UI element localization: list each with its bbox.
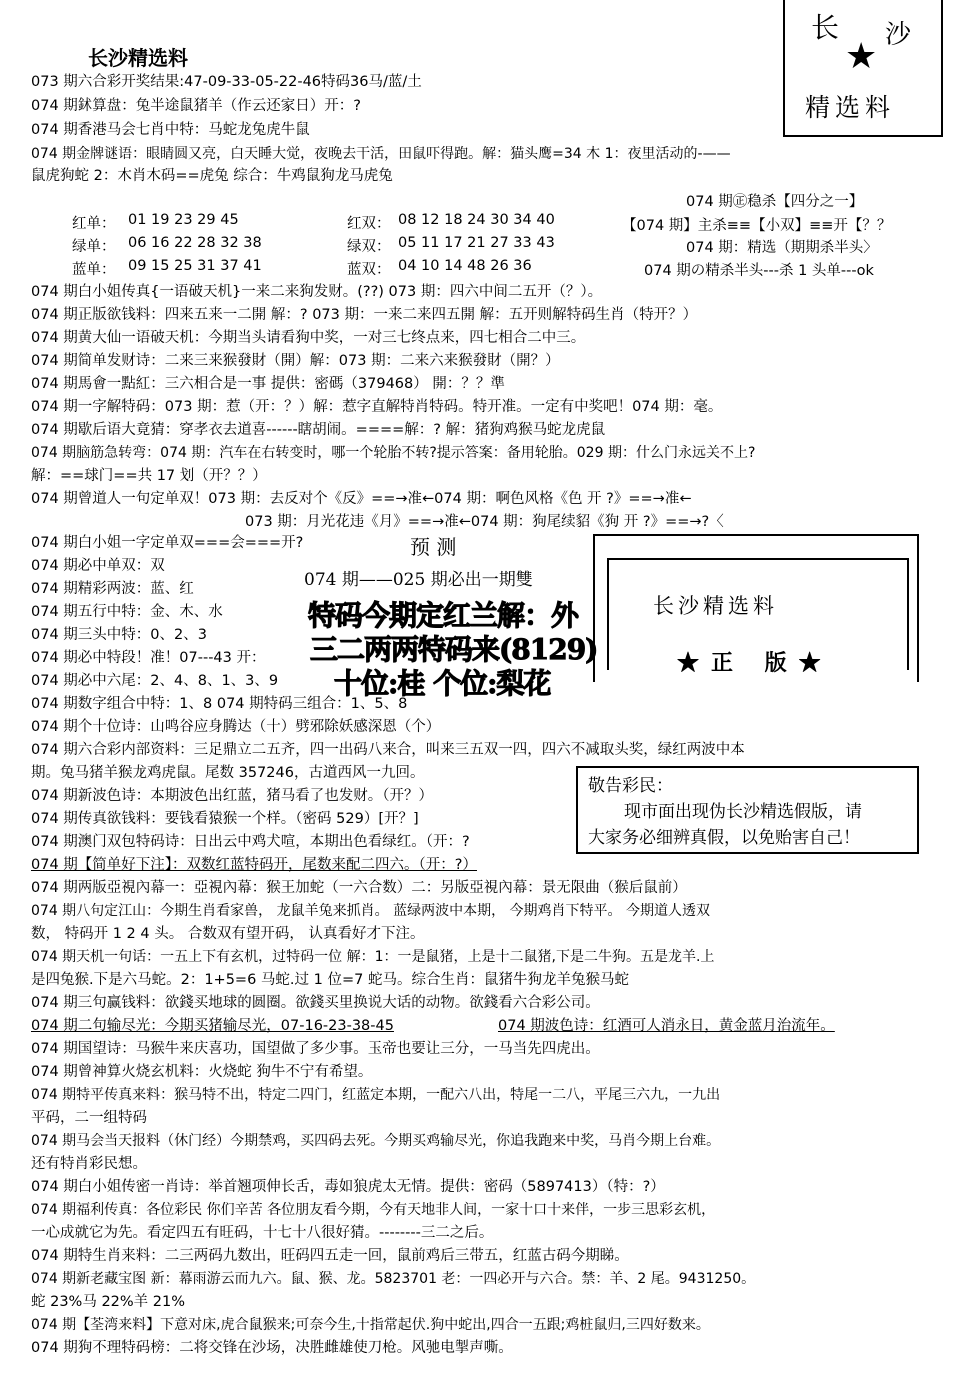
star-icon: ★ bbox=[845, 36, 878, 77]
text-line: 数， 特码开 1 2 4 头。 合数双有望开码， 认真看好才下注。 bbox=[31, 926, 425, 942]
text-line: 074 期简单发财诗：二来三来猴發財（開）解：073 期：二来六来猴發財（開？） bbox=[31, 353, 560, 369]
text-line: 期。兔马猪羊猴龙鸡虎鼠。尾数 357246，古道西风一九回。 bbox=[31, 765, 425, 781]
text-line: 074 期福利传真：各位彩民 你们辛苦 各位朋友看今期，今有天地非人间，一家十口十来伴，一步三思彩玄机， bbox=[31, 1202, 716, 1218]
text-line: 074 期鉥算盘：兔半途鼠猪羊（作云还家日）开：? bbox=[31, 98, 361, 114]
text-line: 074 期新老藏宝图 新：幕雨游云而九六。鼠、猴、龙。5823701 老：一四必开与六合。禁：羊、2 尾。9431250。 bbox=[31, 1271, 756, 1287]
text-line: 074 期特平传真来料：猴马特不出，特定二四门，红蓝定本期，一配六八出，特尾一二八，平尾三六九，一九出 bbox=[31, 1087, 721, 1103]
text-line: 一心成就它为先。看定四五有旺码，十七十八很好猜。--------三二之后。 bbox=[31, 1225, 494, 1241]
text-line: 074 期金牌谜语：眼睛圆又亮，白天睡大觉，夜晚去干活，田鼠吓得跑。解：猫头鹰=34 木 1：夜里活动的-—— bbox=[31, 146, 731, 162]
text-line: 074 期必中特段！准！07---43 开： bbox=[31, 650, 266, 666]
text-line: 074 期馬會一點紅：三六相合是一事 提供：密碼（379468） 開：？？準 bbox=[31, 376, 505, 392]
text-line: 074 期【荃湾来料】下意对床,虎合鼠猴来;可奈今生,十指常起伏.狗中蛇出,四合一五跟;鸡桩鼠归,三四好数来。 bbox=[31, 1317, 710, 1333]
color-nums: 05 11 17 21 27 33 43 bbox=[398, 235, 555, 251]
text-line: 074 期个十位诗：山鸣谷应身腾达（十）劈邪除妖感深恩（个） bbox=[31, 719, 441, 735]
text-line: 074 期二句输尽光：今期买猪输尽光，07-16-23-38-45 bbox=[31, 1018, 394, 1034]
logo-stamp bbox=[783, 0, 943, 137]
text-line: 074 期白小姐传真{一语破天机}一来二来狗发财。(??) 073 期：四六中间二五开（？）。 bbox=[31, 284, 603, 300]
color-label: 绿双： bbox=[347, 239, 391, 255]
text-line: 074 期必中六尾：2、4、8、1、3、9 bbox=[31, 673, 279, 689]
text-line: 鼠虎狗蛇 2：木肖木码==虎兔 综合：牛鸡鼠狗龙马虎兔 bbox=[31, 168, 393, 184]
right-line: 074 期の精杀半头---杀 1 头单---ok bbox=[644, 263, 874, 279]
right-line: 074 期：精选（期期杀半头〉 bbox=[686, 240, 878, 256]
frame-genuine: ★正 版★ bbox=[677, 650, 833, 676]
predict-big-3: 十位:桂 个位:梨花 bbox=[334, 667, 551, 700]
text-line: 074 期狗不理特码榜：二将交锋在沙场，决胜雌雄使刀枪。风驰电掣声嘶。 bbox=[31, 1340, 513, 1356]
text-line: 074 期数字组合中特：1、8 074 期特码三组合：1、5、8 bbox=[31, 696, 408, 712]
predict-sub: 074 期——025 期必出一期雙 bbox=[304, 570, 533, 590]
text-line: 平码，二一组特码 bbox=[31, 1110, 147, 1126]
color-nums: 04 10 14 48 26 36 bbox=[398, 258, 532, 274]
text-line: 074 期香港马会七肖中特：马蛇龙兔虎牛鼠 bbox=[31, 122, 310, 138]
text-line: 073 期：月光花违《月》==→准←074 期：狗尾续貂《狗 开 ?》==→?〈 bbox=[245, 514, 724, 530]
text-line: 074 期波色诗：红酒可人消永日，黄金蓝月治流年。 bbox=[498, 1018, 835, 1034]
text-line: 074 期白小姐传密一肖诗：举首翘项伸长舌，毒如狼虎太无情。提供：密码（5897413）（特：?） bbox=[31, 1179, 665, 1195]
text-line: 074 期国望诗：马猴牛来庆喜功，国望做了多少事。玉帝也要让三分，一马当先四虎出。 bbox=[31, 1041, 600, 1057]
predict-big-2: 三二两两特码来(8129) bbox=[310, 633, 598, 666]
stamp-jingxuanliao: 精选料 bbox=[805, 93, 896, 122]
text-line: 074 期曾道人一句定单双！073 期：去反对个《反》==→准←074 期：啊色风格《色 开 ?》==→准← bbox=[31, 491, 692, 507]
notice-box bbox=[576, 766, 919, 854]
text-line: 074 期五行中特：金、木、水 bbox=[31, 604, 223, 620]
color-label: 蓝双： bbox=[347, 262, 391, 278]
text-line: 蛇 23%马 22%羊 21% bbox=[31, 1294, 186, 1310]
predict-big-1: 特码今期定红兰解：外 bbox=[308, 599, 579, 632]
text-line: 074 期八句定江山：今期生肖看家兽， 龙鼠羊兔来抓肖。 蓝绿两波中本期， 今期鸡肖下特平。 今期道人透双 bbox=[31, 903, 710, 919]
right-line: 【074 期】主杀≡≡【小双】≡≡开【？？ bbox=[622, 218, 892, 234]
predict-title: 预 测 bbox=[410, 535, 457, 559]
stamp-sha: 沙 bbox=[885, 20, 912, 50]
text-line: 074 期【简单好下注】：双数红蓝特码开，尾数来配二四六。（开：?） bbox=[31, 857, 477, 873]
text-line: 074 期必中单双：双 bbox=[31, 558, 165, 574]
text-line: 074 期曾神算火烧玄机料：火烧蛇 狗牛不宁有希望。 bbox=[31, 1064, 373, 1080]
text-line: 074 期两版亞視內幕一：亞視內幕：猴王加蛇（一六合数）二：另版亞視內幕：景无限曲（猴后鼠前） bbox=[31, 880, 687, 896]
color-nums: 09 15 25 31 37 41 bbox=[128, 258, 262, 274]
text-line: 074 期正版欲钱料：四来五来一二開 解：? 073 期：一来二来四五開 解：五开则解特码生肖（特开？） bbox=[31, 307, 698, 323]
color-label: 红双： bbox=[347, 216, 391, 232]
text-line: 074 期黄大仙一语破天机：今期当头请看狗中奖，一对三七终点来，四七相合二中三。 bbox=[31, 330, 586, 346]
color-nums: 06 16 22 28 32 38 bbox=[128, 235, 262, 251]
color-label: 红单： bbox=[72, 216, 116, 232]
text-line: 074 期天机一句话：一五上下有玄机，过特码一位 解：1：一是鼠猪，上是十二鼠猪,下是二牛狗。五是龙羊.上 bbox=[31, 949, 715, 965]
frame-title: 长沙精选料 bbox=[653, 594, 778, 618]
text-line: 074 期精彩两波：蓝、红 bbox=[31, 581, 194, 597]
genuine-frame bbox=[593, 534, 919, 682]
text-line: 074 期澳门双包特码诗：日出云中鸡犬喧，本期出色看绿红。（开：? bbox=[31, 834, 470, 850]
text-line: 074 期马会当天报料（休门经）今期禁鸡，买四码去死。今期买鸡输尽光，你追我跑来中奖，马肖今期上台难。 bbox=[31, 1133, 721, 1149]
right-line: 074 期㊣稳杀【四分之一】 bbox=[686, 194, 864, 210]
text-line: 还有特肖彩民想。 bbox=[31, 1156, 147, 1172]
text-line: 074 期传真欲钱料：要钱看猿猴一个样。（密码 529）[开？] bbox=[31, 811, 419, 827]
page-title: 长沙精选料 bbox=[88, 46, 188, 70]
text-line: 074 期一字解特码：073 期：惹（开：？）解：惹字直解特肖特码。特开准。一定有中奖吧！074 期：毫。 bbox=[31, 399, 723, 415]
color-label: 绿单： bbox=[72, 239, 116, 255]
text-line: 074 期三句赢钱料：欲錢买地球的圆圈。欲錢买里换说大话的动物。欲錢看六合彩公司。 bbox=[31, 995, 600, 1011]
color-nums: 01 19 23 29 45 bbox=[128, 212, 239, 228]
notice-line-1: 现市面出现伪长沙精选假版，请 bbox=[624, 802, 862, 822]
text-line: 074 期白小姐一字定单双===会===开? bbox=[31, 535, 304, 551]
text-line: 解：==球门==共 17 划（开？？） bbox=[31, 468, 267, 484]
text-line: 是四兔猴.下是六马蛇。2：1+5=6 马蛇.过 1 位=7 蛇马。综合生肖：鼠猪牛狗龙羊兔猴马蛇 bbox=[31, 972, 629, 988]
text-line: 074 期新波色诗：本期波色出红蓝，猪马看了也发财。（开？） bbox=[31, 788, 434, 804]
text-line: 074 期三头中特：0、2、3 bbox=[31, 627, 207, 643]
text-line: 073 期六合彩开奖结果:47-09-33-05-22-46特码36马/蓝/土 bbox=[31, 74, 422, 90]
notice-heading: 敬告彩民： bbox=[588, 776, 673, 796]
color-nums: 08 12 18 24 30 34 40 bbox=[398, 212, 555, 228]
text-line: 074 期六合彩内部资料：三足鼎立二五齐，四一出码八来合，叫来三五双一四，四六不减取头奖，绿红两波中本 bbox=[31, 742, 745, 758]
color-label: 蓝单： bbox=[72, 262, 116, 278]
stamp-chang: 长 bbox=[811, 11, 840, 44]
notice-line-2: 大家务必细辨真假，以免贻害自己！ bbox=[588, 828, 860, 848]
text-line: 074 期脑筋急转弯：074 期：汽车在右转变时，哪一个轮胎不转?提示答案：备用轮胎。029 期：什么门永远关不上? bbox=[31, 445, 756, 461]
text-line: 074 期歇后语大竟猜：穿孝衣去道喜------瞎胡闹。====解：? 解：猪狗鸡猴马蛇龙虎鼠 bbox=[31, 422, 606, 438]
text-line: 074 期特生肖来料：二三两码九数出，旺码四五走一回，鼠前鸡后三带五，红蓝古码今期睇。 bbox=[31, 1248, 629, 1264]
